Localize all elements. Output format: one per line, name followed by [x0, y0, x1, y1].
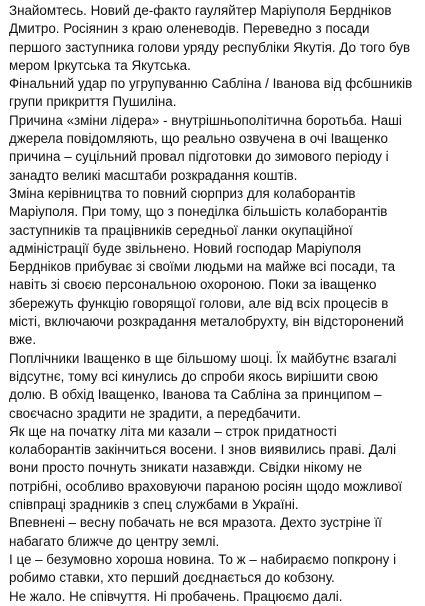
paragraph-final-blow: Фінальний удар по угрупуванню Сабліна / Іванова від фсбшників групи прикриття Пушиліна. — [9, 76, 413, 110]
paragraph-good-news: І це – безумовно хороша новина. То ж – набираємо попкрону і робимо ставки, хто перший доєднається до кобзону. — [9, 551, 397, 586]
paragraph-leadership-change: Зміна керівництва то повний сюрприз для колаборантів Маріуполя. При тому, що з понеділка більшість колаборантів заступників та працівників середньої ланки окупаційної адміністрації буде звільнено. Новий господар Маріуполя Бердніков прибуває зі своїми людьми на майже всі посади, та навіть зі своєю персональною охороною. Поки за іващенко збережуть функцію говорящої голови, але від всіх процесів в місті, включаючи розкрадання металобрухту, він відсторонений вже. — [9, 185, 404, 348]
paragraph-associates: Поплічники Іващенко в ще більшому шоці. Їх майбутнє взагалі відсутнє, тому всі кинулись до спроби якось вирішити свою долю. В обхід Іващенко, Іванова та Сабліна за принципом – своєчасно зрадити не зрадити, а передбачити. — [9, 350, 397, 421]
paragraph-spring: Впевнені – весну побачать не вся мразота. Дехто зустріне її набагато ближче до центру землі. — [9, 515, 382, 549]
paragraph-reason: Причина «зміни лідера» - внутрішньополітична боротьба. Наші джерела повідомляють, що реально озвучена в очі Іващенко причина – суцільний провал підготовки до зимового періоду і занадто великі масштаби розкрадання коштів. — [9, 112, 402, 183]
paragraph-expiry: Як ще на початку літа ми казали – строк придатності колаборантів закінчиться восени. І знов виявились праві. Далі вони просто почнуть зникати назавжди. Свідки нікому не потрібні, особливо враховуючи параною росіян щодо можливої співпраці зрадників з спец службами в Україні. — [9, 423, 403, 513]
paragraph-intro: Знайомтесь. Новий де-факто гауляйтер Маріуполя Бердніков Дмитро. Росіянин з краю оленеводів. Переведно з посади першого заступника голови уряду республіки Якутія. До того був мером Іркутська та Якутська. — [9, 3, 411, 73]
paragraph-closing: Не жало. Не співчуття. Ні пробачень. Працюємо далі. — [9, 588, 343, 604]
